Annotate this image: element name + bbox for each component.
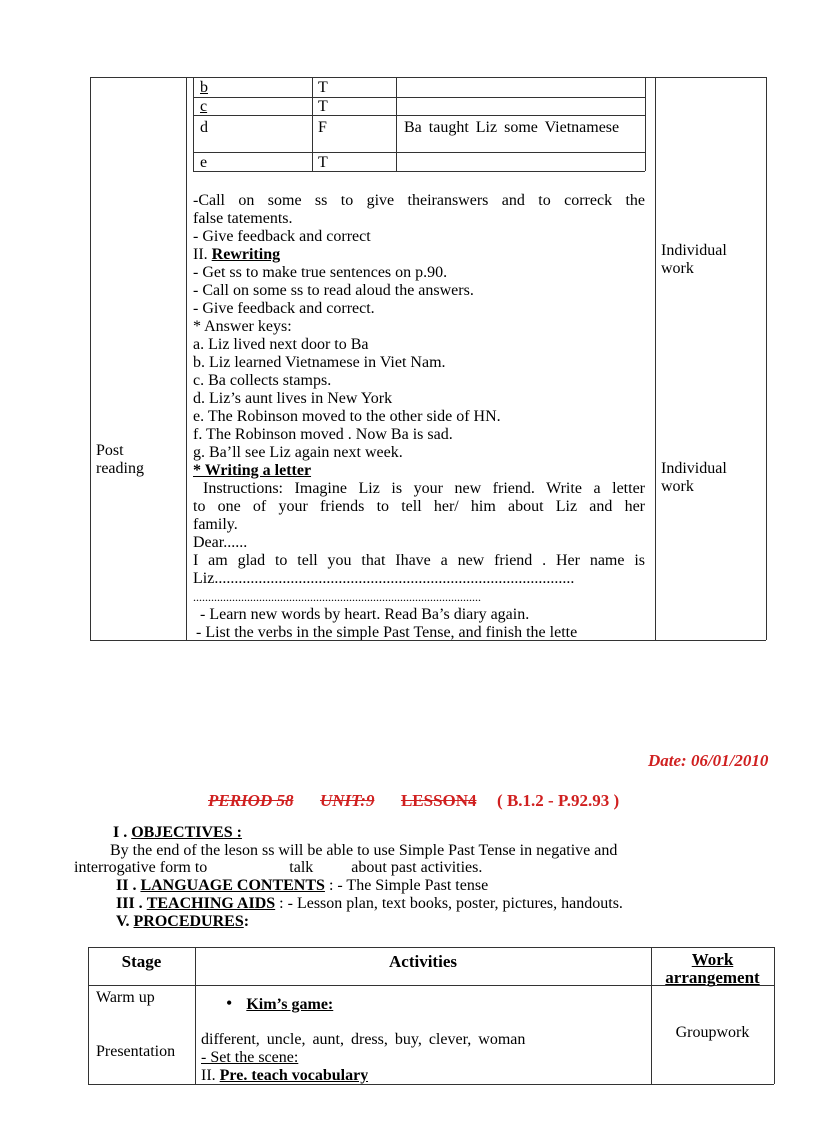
answer-value-e: T xyxy=(318,154,328,171)
kims-game-title: Kim’s game: xyxy=(246,996,334,1013)
objectives-part: interrogative form to xyxy=(74,859,208,876)
roman-numeral: II. xyxy=(201,1067,216,1084)
bullet-icon: • xyxy=(226,993,233,1013)
language-contents xyxy=(116,877,488,895)
procedures-heading xyxy=(116,913,249,931)
objectives-part: about past activities. xyxy=(351,859,483,876)
homework-line: - Learn new words by heart. Read Ba’s diary again. xyxy=(200,606,530,623)
rewriting-title: Rewriting xyxy=(211,246,281,263)
pre-teach-heading xyxy=(201,1067,368,1084)
language-text: : - The Simple Past tense xyxy=(328,877,489,894)
activity-line: to one of your friends to tell her/ him about Liz and her xyxy=(193,498,645,515)
objectives-text-2 xyxy=(74,859,482,877)
teaching-aids xyxy=(116,895,623,913)
procedures-colon: : xyxy=(243,913,250,930)
activity-line: Dear...... xyxy=(193,534,248,551)
answer-key: g. Ba’ll see Liz again next week. xyxy=(193,444,403,461)
answer-correction-d: Ba taught Liz some Vietnamese xyxy=(404,119,620,136)
answer-key: b. Liz learned Vietnamese in Viet Nam. xyxy=(193,354,446,371)
stage-post-reading: Post reading xyxy=(96,442,144,477)
pre-teach-title: Pre. teach vocabulary xyxy=(219,1067,369,1084)
activity-line: * Answer keys: xyxy=(193,318,292,335)
objectives-title: OBJECTIVES : xyxy=(131,824,242,841)
answer-value-c: T xyxy=(318,98,328,115)
answer-letter-d: d xyxy=(200,119,208,136)
activity-heading xyxy=(193,246,280,264)
lesson-label: LESSON4 xyxy=(400,791,477,810)
writing-letter-title: * Writing a letter xyxy=(193,462,312,479)
activity-line: I am glad to tell you that Ihave a new friend . Her name is xyxy=(193,552,645,569)
activity-line: false tatements. xyxy=(193,210,293,227)
activity-line: - Get ss to make true sentences on p.90. xyxy=(193,264,448,281)
answer-key: a. Liz lived next door to Ba xyxy=(193,336,369,353)
header-stage: Stage xyxy=(121,952,162,971)
section-number: III . xyxy=(116,895,143,912)
vocab-list: different, uncle, aunt, dress, buy, clever, woman xyxy=(201,1031,526,1048)
objectives-text: By the end of the leson ss will be able to use Simple Past Tense in negative and xyxy=(110,842,618,859)
answer-key: d. Liz’s aunt lives in New York xyxy=(193,390,393,407)
answer-letter-b: b xyxy=(200,79,208,96)
activity-line: Instructions: Imagine Liz is your new friend. Write a letter xyxy=(203,480,645,497)
homework-line: - List the verbs in the simple Past Tense, and finish the lette xyxy=(196,624,578,640)
activity-line: family. xyxy=(193,516,238,533)
lesson-ref: ( B.1.2 - P.92.93 ) xyxy=(497,791,620,810)
answer-value-d: F xyxy=(318,119,327,136)
set-the-scene: - Set the scene: xyxy=(201,1049,299,1066)
work-individual-2: Individual work xyxy=(661,460,727,495)
activity-line: Liz.......................................................................................... xyxy=(193,570,575,587)
objectives-heading xyxy=(113,824,242,842)
section-number: V. xyxy=(116,913,130,930)
activity-line: - Give feedback and correct xyxy=(193,228,371,245)
answer-key: f. The Robinson moved . Now Ba is sad. xyxy=(193,426,453,443)
objectives-part: talk xyxy=(289,859,314,876)
work-groupwork: Groupwork xyxy=(675,1024,750,1041)
section-number: I . xyxy=(113,824,128,841)
period-label: PERIOD 58 xyxy=(208,791,294,810)
answer-letter-c: c xyxy=(200,98,208,115)
lesson-heading xyxy=(208,792,619,810)
stage-warm-up: Warm up xyxy=(96,989,155,1006)
answer-key: c. Ba collects stamps. xyxy=(193,372,332,389)
roman-numeral: II. xyxy=(193,246,208,263)
kims-game-item xyxy=(226,994,333,1014)
activity-line: ................................................................................................ xyxy=(193,590,481,604)
activity-line: - Call on some ss to read aloud the answers. xyxy=(193,282,474,299)
section-number: II . xyxy=(116,877,137,894)
header-work: Work arrangement xyxy=(665,950,760,987)
stage-presentation: Presentation xyxy=(96,1043,176,1060)
unit-label: UNIT:9 xyxy=(319,791,375,810)
answer-key: e. The Robinson moved to the other side of HN. xyxy=(193,408,501,425)
activity-line: -Call on some ss to give theiranswers and to correck the xyxy=(193,192,645,209)
answer-letter-e: e xyxy=(200,154,208,171)
header-activities: Activities xyxy=(389,952,457,971)
activity-line: - Give feedback and correct. xyxy=(193,300,375,317)
aids-title: TEACHING AIDS xyxy=(146,895,276,912)
work-individual-1: Individual work xyxy=(661,242,727,277)
aids-text: : - Lesson plan, text books, poster, pictures, handouts. xyxy=(279,895,623,912)
lesson-date: Date: 06/01/2010 xyxy=(648,751,769,770)
procedures-title: PROCEDURES xyxy=(133,913,244,930)
answer-value-b: T xyxy=(318,79,328,96)
language-title: LANGUAGE CONTENTS xyxy=(140,877,325,894)
